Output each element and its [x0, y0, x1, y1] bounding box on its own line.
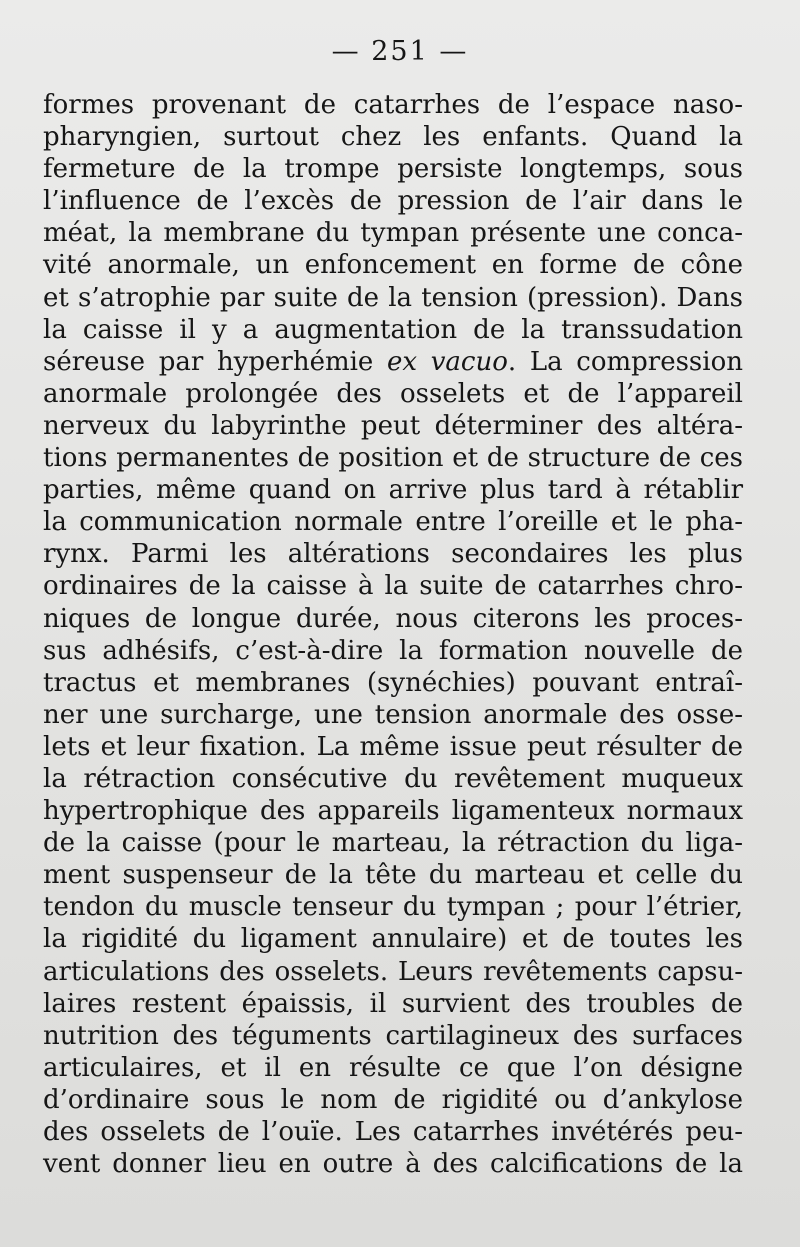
text-line: ment suspenseur de la tête du marteau et celle du [43, 860, 743, 891]
text-line: séreuse par hyperhémie ex vacuo. La compression [43, 346, 743, 377]
text-line: sus adhésifs, c’est-à-dire la formation nouvelle de [43, 635, 743, 666]
text-line: nerveux du labyrinthe peut déterminer des altéra- [43, 410, 743, 441]
text-line: hypertrophique des appareils ligamenteux normaux [43, 796, 743, 827]
text-line: l’influence de l’excès de pression de l’air dans le [43, 186, 743, 217]
text-line: lets et leur fixation. La même issue peut résulter de [43, 731, 743, 762]
text-line: vent donner lieu en outre à des calcifications de la [43, 1149, 743, 1180]
text-line: tendon du muscle tenseur du tympan ; pour l’étrier, [43, 892, 743, 923]
text-line: ordinaires de la caisse à la suite de catarrhes chro- [43, 571, 743, 602]
text-line: la rigidité du ligament annulaire) et de toutes les [43, 924, 743, 955]
text-line: de la caisse (pour le marteau, la rétraction du liga- [43, 828, 743, 859]
text-line: articulations des osselets. Leurs revêtements capsu- [43, 956, 743, 987]
text-line: tions permanentes de position et de structure de ces [43, 443, 743, 474]
text-line: laires restent épaissis, il survient des troubles de [43, 988, 743, 1019]
text-line: d’ordinaire sous le nom de rigidité ou d’ankylose [43, 1084, 743, 1115]
text-line: anormale prolongée des osselets et de l’appareil [43, 378, 743, 409]
text-line: vité anormale, un enfoncement en forme de cône [43, 250, 743, 281]
text-line: des osselets de l’ouïe. Les catarrhes invétérés peu- [43, 1117, 743, 1147]
text-line: et s’atrophie par suite de la tension (pression). Dans [43, 282, 743, 313]
text-line: la caisse il y a augmentation de la transsudation [43, 314, 743, 345]
text-line: articulaires, et il en résulte ce que l’on désigne [43, 1052, 743, 1083]
text-line: la communication normale entre l’oreille et le pha- [43, 507, 743, 538]
text-line: parties, même quand on arrive plus tard à rétablir [43, 475, 743, 506]
text-line: tractus et membranes (synéchies) pouvant entraî- [43, 667, 743, 698]
italic-phrase: ex vacuo [387, 346, 508, 377]
text-line: méat, la membrane du tympan présente une conca- [43, 218, 743, 249]
text-line: ner une surcharge, une tension anormale des osse- [43, 699, 743, 730]
text-line: formes provenant de catarrhes de l’espace naso- [43, 90, 743, 120]
text-line: la rétraction consécutive du revêtement muqueux [43, 763, 743, 794]
text-line: fermeture de la trompe persiste longtemps, sous [43, 154, 743, 185]
text-line: niques de longue durée, nous citerons les proces- [43, 603, 743, 634]
body-text [43, 89, 743, 1180]
text-line: rynx. Parmi les altérations secondaires les plus [43, 539, 743, 570]
text-line: nutrition des téguments cartilagineux des surfaces [43, 1020, 743, 1051]
text-line: pharyngien, surtout chez les enfants. Quand la [43, 122, 743, 153]
page-number: — 251 — [331, 36, 469, 67]
